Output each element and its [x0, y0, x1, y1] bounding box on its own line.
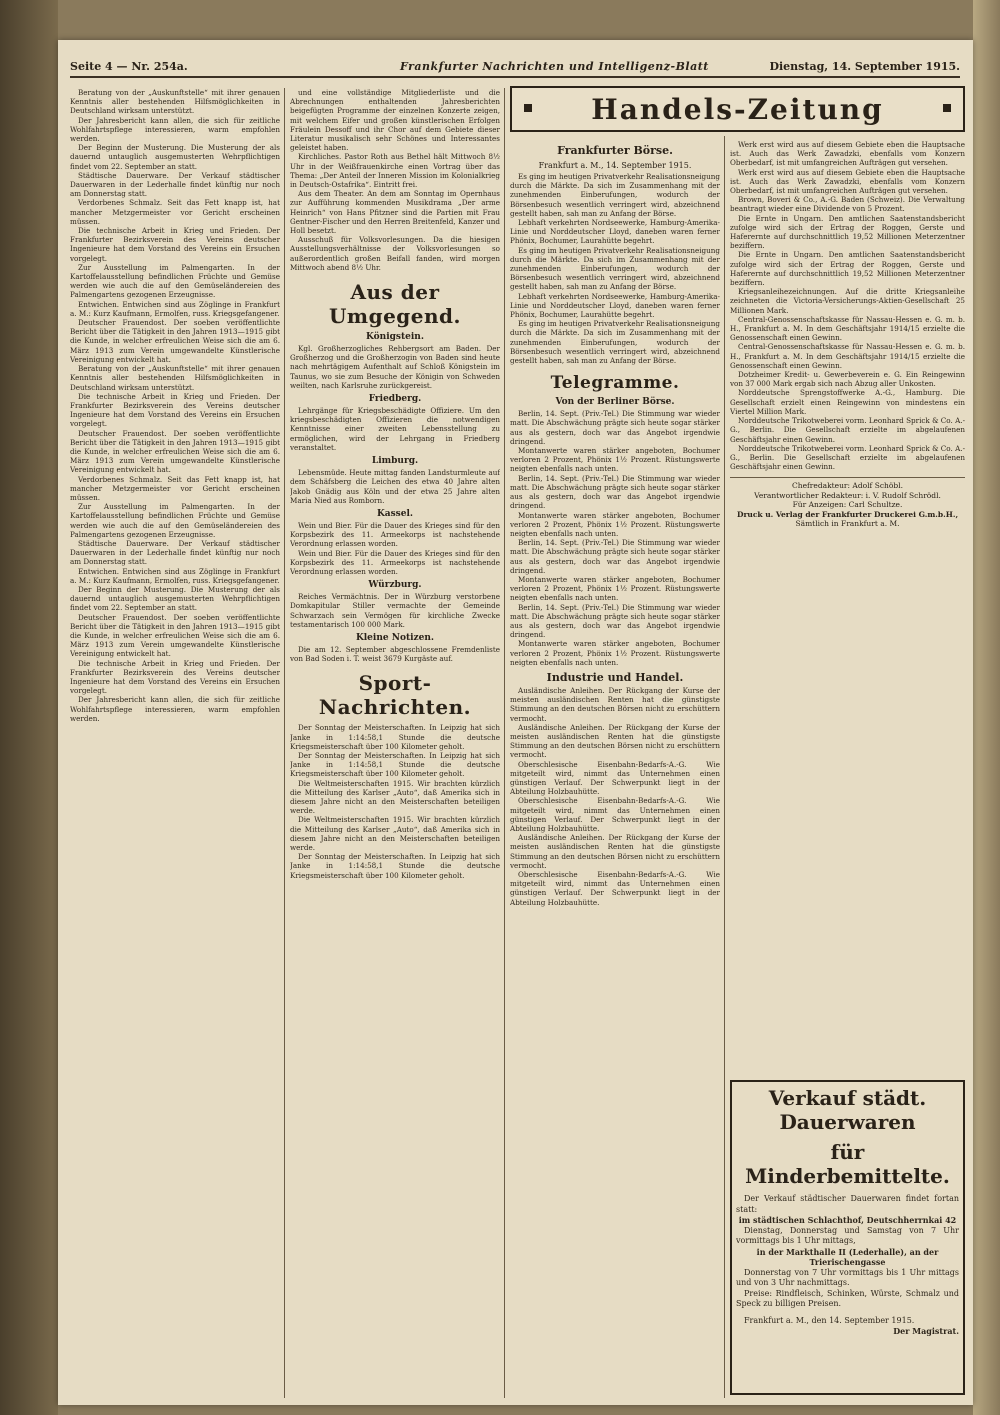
col4-paragraph: Norddeutsche Trikotweberei vorm. Leonhard Sprick & Co. A.-G., Berlin. Die Gesellschaft erzielte im abgelaufenen Geschäftsjahr einen Gewinn.	[730, 443, 965, 472]
col4-paragraph: Brown, Boveri & Co., A.-G. Baden (Schweiz). Die Verwaltung beantragt wieder eine Dividende von 5 Prozent.	[730, 195, 965, 214]
column-rule-2	[504, 88, 505, 1398]
col1-paragraph: Städtische Dauerware. Der Verkauf städtischer Dauerwaren in der Lederhalle findet künftig nur noch am Donnerstag statt.	[70, 170, 280, 199]
subheading-kleine-notizen: Kleine Notizen.	[355, 632, 435, 643]
subheading-kassel: Kassel.	[376, 508, 414, 519]
col1-paragraph: Der Beginn der Musterung. Die Musterung der als dauernd untauglich ausgemusterten Wehrpflichtigen findet vom 22. September an statt.	[70, 143, 280, 171]
ad-title-line2: für Minderbemittelte.	[745, 1140, 950, 1188]
col1-paragraph: Der Jahresbericht kann allen, die sich für zeitliche Wohlfahrtspflege interessieren, warm empfohlen werden.	[70, 695, 280, 723]
page-header	[70, 58, 960, 78]
imprint	[730, 477, 965, 529]
col3-paragraph: Montanwerte waren stärker angeboten, Bochumer verloren 2 Prozent, Phönix 1½ Prozent. Rüstungswerte neigten ebenfalls nach unten.	[510, 574, 720, 603]
col3-paragraph: Ausländische Anleihen. Der Rückgang der Kurse der meisten ausländischen Renten hat die günstigste Stimmung an den deutschen Börsen nicht zu erschüttern vermocht.	[510, 722, 720, 760]
col2-paragraph: und eine vollständige Mitgliederliste und die Abrechnungen enthaltenden Jahresberichten beigefügten Programme der einzelnen Konzerte zeigen, mit welchem Eifer und großen künstlerischen Erfolgen Fräulein Dessoff und ihr Chor auf dem Gebiete dieser Literatur musikalisch sehr Schönes und Interessantes geleistet haben.	[290, 88, 500, 153]
issue-date: Dienstag, 14. September 1915.	[769, 60, 960, 73]
col2-paragraph: Lehrgänge für Kriegsbeschädigte Offiziere. Um den kriegsbeschädigten Offizieren die notwendigen Kenntnisse einer zweiten Lebensstellung zu ermöglichen, wird der Lehrgang in Friedberg veranstaltet.	[290, 406, 500, 452]
col1-paragraph: Deutscher Frauendost. Der soeben veröffentlichte Bericht über die Tätigkeit in den Jahren 1913—1915 gibt die Kunde, in welcher erfreulichen Weise sich die am 6. März 1913 zum Verein umgewandelte Künstlerische Vereinigung entwickelt hat.	[70, 428, 280, 475]
col3-paragraph: Ausländische Anleihen. Der Rückgang der Kurse der meisten ausländischen Renten hat die günstigste Stimmung an den deutschen Börsen nicht zu erschüttern vermocht.	[510, 685, 720, 723]
subheading-friedberg: Friedberg.	[368, 394, 422, 405]
col4-paragraph: Die Ernte in Ungarn. Den amtlichen Saatenstandsbericht zufolge wird sich der Ertrag der Roggen, Gerste und Haferernte auf durchschnittlich 19,52 Millionen Meterzentner beziffern.	[730, 250, 965, 288]
col2-paragraph: Wein und Bier. Für die Dauer des Krieges sind für den Korpsbezirk des 11. Armeekorps ist nachstehende Verordnung erlassen worden.	[290, 520, 500, 549]
col4-paragraph: Werk erst wird aus auf diesem Gebiete eben die Hauptsache ist. Auch das Werk Zawadzki, ebenfalls vom Konzern Oberbedarf, ist mit umfangreichen Aufträgen gut versehen.	[730, 140, 965, 168]
col4-paragraph: Die Ernte in Ungarn. Den amtlichen Saatenstandsbericht zufolge wird sich der Ertrag der Roggen, Gerste und Haferernte auf durchschnittlich 19,52 Millionen Meterzentner beziffern.	[730, 213, 965, 251]
col3-paragraph: Berlin, 14. Sept. (Priv.-Tel.) Die Stimmung war wieder matt. Die Abschwächung prägte sich heute sogar stärker aus als gestern, doch war das Angebot irgendwie dringend.	[510, 538, 720, 575]
column-4	[730, 140, 965, 1075]
newspaper-page	[58, 40, 973, 1405]
section-heading-umgegend: Aus der Umgegend.	[328, 280, 461, 329]
ad-body-line: Frankfurt a. M., den 14. September 1915.	[744, 1315, 915, 1325]
col1-paragraph: Zur Ausstellung im Palmengarten. In der Kartoffelausstellung befindlichen Früchte und Gemüse werden wie auch die auf den Gemüseländereien des Palmengartens gezogenen Erzeugnisse.	[70, 262, 280, 300]
boerse-dateline: Frankfurt a. M., 14. September 1915.	[538, 161, 692, 170]
col4-paragraph: Werk erst wird aus auf diesem Gebiete eben die Hauptsache ist. Auch das Werk Zawadzki, ebenfalls vom Konzern Oberbedarf, ist mit umfangreichen Aufträgen gut versehen.	[730, 167, 965, 196]
imprint-line: Verantwortlicher Redakteur: i. V. Rudolf Schrödl.	[754, 490, 941, 500]
handelszeitung-banner	[510, 86, 965, 132]
col2-paragraph: Kirchliches. Pastor Roth aus Bethel hält Mittwoch 8½ Uhr in der Weißfrauenkirche einen Vortrag über das Thema: „Der Anteil der Inneren Mission im Kolonialkrieg in Deutsch-Ostafrika“. Eintritt frei.	[290, 152, 500, 190]
col2-paragraph: Der Sonntag der Meisterschaften. In Leipzig hat sich Janke in 1:14:58,1 Stunde die deutsche Kriegsmeisterschaft über 100 Kilometer geholt.	[290, 852, 500, 880]
ad-body-line: Donnerstag von 7 Uhr vormittags bis 1 Uhr mittags und von 3 Uhr nachmittags.	[736, 1267, 959, 1287]
section-heading-sport: Sport-Nachrichten.	[318, 671, 472, 720]
telegramme-subheading: Von der Berliner Börse.	[555, 397, 675, 408]
industrie-heading: Industrie und Handel.	[546, 670, 684, 684]
col3-paragraph: Berlin, 14. Sept. (Priv.-Tel.) Die Stimmung war wieder matt. Die Abschwächung prägte sich heute sogar stärker aus als gestern, doch war das Angebot irgendwie dringend.	[510, 409, 720, 446]
col3-paragraph: Ausländische Anleihen. Der Rückgang der Kurse der meisten ausländischen Renten hat die günstigste Stimmung an den deutschen Börsen nicht zu erschüttern vermocht.	[510, 833, 720, 870]
imprint-line: Für Anzeigen: Carl Schultze.	[792, 500, 903, 510]
col4-paragraph: Central-Genossenschaftskasse für Nassau-Hessen e. G. m. b. H., Frankfurt a. M. In dem Geschäftsjahr 1914/15 erzielte die Genossenschaft einen Gewinn.	[730, 314, 965, 343]
col2-paragraph: Die Weltmeisterschaften 1915. Wir brachten kürzlich die Mitteilung des Karlser „Auto“, daß Amerika sich in diesem Jahre nicht an den Meisterschaften beteiligen werde.	[290, 778, 500, 816]
handelszeitung-title: Handels-Zeitung	[591, 93, 884, 126]
ad-body-line: Der Verkauf städtischer Dauerwaren findet fortan statt:	[736, 1194, 959, 1214]
col3-paragraph: Lebhaft verkehrten Nordseewerke, Hamburg-Amerika-Linie und Norddeutscher Lloyd, daneben waren ferner Phönix, Bochumer, Laurahütte begehrt.	[510, 218, 720, 246]
col4-paragraph: Norddeutsche Sprengstoffwerke A.-G., Hamburg. Die Gesellschaft erzielt einen Reingewinn von mindestens ein Viertel Million Mark.	[730, 388, 965, 416]
col2-paragraph: Ausschuß für Volksvorlesungen. Da die hiesigen Ausstellungsverhältnisse der Volksvorlesungen so außerordentlich großen Beifall fanden, wird morgen Mittwoch abend 8½ Uhr.	[290, 235, 500, 272]
ad-signature: Der Magistrat.	[893, 1326, 959, 1336]
advertisement-dauerwaren	[730, 1080, 965, 1395]
boerse-heading: Frankfurter Börse.	[557, 144, 673, 157]
column-3	[510, 140, 720, 1398]
col2-paragraph: Die am 12. September abgeschlossene Fremdenliste von Bad Soden i. T. weist 3679 Kurgäste auf.	[290, 644, 500, 664]
col2-paragraph: Kgl. Großherzogliches Rehbergsort am Baden. Der Großherzog und die Großherzogin von Baden sind heute nach mehrtägigem Aufenthalt auf Schloß Königstein im Taunus, wo sie zum Besuche der Königin von Schweden weilten, nach Karlsruhe zurückgereist.	[290, 344, 500, 390]
column-rule-1	[284, 88, 285, 1398]
column-1	[70, 88, 280, 1398]
col2-paragraph: Der Sonntag der Meisterschaften. In Leipzig hat sich Janke in 1:14:58,1 Stunde die deutsche Kriegsmeisterschaft über 100 Kilometer geholt.	[290, 750, 500, 779]
col3-paragraph: Oberschlesische Eisenbahn-Bedarfs-A.-G. Wie mitgeteilt wird, nimmt das Unternehmen einen günstigen Verlauf. Der Schwerpunkt liegt in der Abteilung Holzbauhütte.	[510, 796, 720, 833]
col1-paragraph: Die technische Arbeit in Krieg und Frieden. Der Frankfurter Bezirksverein des Vereins deutscher Ingenieure hat dem Vorstand des Vereins ein Ersuchen vorgelegt.	[70, 391, 280, 429]
col4-paragraph: Norddeutsche Trikotweberei vorm. Leonhard Sprick & Co. A.-G., Berlin. Die Gesellschaft erzielte im abgelaufenen Geschäftsjahr einen Gewinn.	[730, 416, 965, 444]
col3-paragraph: Berlin, 14. Sept. (Priv.-Tel.) Die Stimmung war wieder matt. Die Abschwächung prägte sich heute sogar stärker aus als gestern, doch war das Angebot irgendwie dringend.	[510, 473, 720, 511]
col1-paragraph: Deutscher Frauendost. Der soeben veröffentlichte Bericht über die Tätigkeit in den Jahren 1913—1915 gibt die Kunde, in welcher erfreulichen Weise sich die am 6. März 1913 zum Verein umgewandelte Künstlerische Vereinigung entwickelt hat.	[70, 318, 280, 364]
imprint-line: Druck u. Verlag der Frankfurter Druckerei G.m.b.H.,	[736, 509, 959, 519]
col2-paragraph: Lebensmüde. Heute mittag fanden Landsturmleute auf dem Schäfsberg die Leichen des etwa 40 Jahre alten Jakob Gnädig aus Köln und der etwa 25 Jahre alten Maria Nied aus Romborn.	[290, 468, 500, 505]
col3-paragraph: Es ging im heutigen Privatverkehr Realisationsneigung durch die Märkte. Da sich im Zusammenhang mit der zunehmenden Einberufungen, wodurch der Börsenbesuch wesentlich verringert wird, abzeichnend gestellt haben, sah man zu Anfang der Börse.	[510, 319, 720, 366]
ad-body-line: in der Markthalle II (Lederhalle), an der Trierischengasse	[756, 1246, 939, 1267]
col3-paragraph: Es ging im heutigen Privatverkehr Realisationsneigung durch die Märkte. Da sich im Zusammenhang mit der zunehmenden Einberufungen, wodurch der Börsenbesuch wesentlich verringert wird, abzeichnend gestellt haben, sah man zu Anfang der Börse.	[510, 245, 720, 292]
col1-paragraph: Entwichen. Entwichen sind aus Zöglinge in Frankfurt a. M.: Kurz Kaufmann, Ermolfen, russ. Kriegsgefangener.	[70, 566, 280, 585]
col3-paragraph: Berlin, 14. Sept. (Priv.-Tel.) Die Stimmung war wieder matt. Die Abschwächung prägte sich heute sogar stärker aus als gestern, doch war das Angebot irgendwie dringend.	[510, 602, 720, 640]
col3-paragraph: Oberschlesische Eisenbahn-Bedarfs-A.-G. Wie mitgeteilt wird, nimmt das Unternehmen einen günstigen Verlauf. Der Schwerpunkt liegt in der Abteilung Holzbauhütte.	[510, 870, 720, 907]
col4-paragraph: Kriegsanleihezeichnungen. Auf die dritte Kriegsanleihe zeichneten die Victoria-Versicherungs-Aktien-Gesellschaft 25 Millionen Mark.	[730, 287, 965, 315]
imprint-line: Chefredakteur: Adolf Schöbl.	[792, 481, 903, 491]
subheading-koenigstein: Königstein.	[366, 332, 424, 343]
col1-paragraph: Zur Ausstellung im Palmengarten. In der Kartoffelausstellung befindlichen Früchte und Gemüse werden wie auch die auf den Gemüseländereien des Palmengartens gezogenen Erzeugnisse.	[70, 502, 280, 539]
col2-paragraph: Aus dem Theater. An dem am Sonntag im Opernhaus zur Aufführung kommenden Musikdrama „Der arme Heinrich“ von Hans Pfitzner sind die Partien mit Frau Gentner-Fischer und den Herren Breitenfeld, Kanzer und Holl besetzt.	[290, 189, 500, 236]
col3-paragraph: Es ging im heutigen Privatverkehr Realisationsneigung durch die Märkte. Da sich im Zusammenhang mit der zunehmenden Einberufungen, wodurch der Börsenbesuch wesentlich verringert wird, abzeichnend gestellt haben, sah man zu Anfang der Börse.	[510, 172, 720, 218]
ad-body-line: Preise: Rindfleisch, Schinken, Würste, Schmalz und Speck zu billigen Preisen.	[736, 1288, 959, 1308]
col1-paragraph: Der Jahresbericht kann allen, die sich für zeitliche Wohlfahrtspflege interessieren, warm empfohlen werden.	[70, 115, 280, 144]
col1-paragraph: Die technische Arbeit in Krieg und Frieden. Der Frankfurter Bezirksverein des Vereins deutscher Ingenieure hat dem Vorstand des Vereins ein Ersuchen vorgelegt.	[70, 658, 280, 696]
col3-paragraph: Montanwerte waren stärker angeboten, Bochumer verloren 2 Prozent, Phönix 1½ Prozent. Rüstungswerte neigten ebenfalls nach unten.	[510, 510, 720, 538]
col1-paragraph: Entwichen. Entwichen sind aus Zöglinge in Frankfurt a. M.: Kurz Kaufmann, Ermolfen, russ. Kriegsgefangener.	[70, 299, 280, 318]
col1-paragraph: Verdorbenes Schmalz. Seit das Fett knapp ist, hat mancher Metzgermeister vor Gericht erscheinen müssen.	[70, 474, 280, 502]
col1-paragraph: Die technische Arbeit in Krieg und Frieden. Der Frankfurter Bezirksverein des Vereins deutscher Ingenieure hat dem Vorstand des Vereins ein Ersuchen vorgelegt.	[70, 226, 280, 263]
column-2	[290, 88, 500, 1398]
subheading-wuerzburg: Würzburg.	[368, 580, 422, 591]
col3-paragraph: Montanwerte waren stärker angeboten, Bochumer verloren 2 Prozent, Phönix 1½ Prozent. Rüstungswerte neigten ebenfalls nach unten.	[510, 446, 720, 474]
col4-paragraph: Dotzheimer Kredit- u. Gewerbeverein e. G. Ein Reingewinn von 37 000 Mark ergab sich nach Abzug aller Unkosten.	[730, 370, 965, 389]
masthead-title: Frankfurter Nachrichten und Intelligenz-Blatt	[400, 60, 709, 73]
col2-paragraph: Wein und Bier. Für die Dauer des Krieges sind für den Korpsbezirk des 11. Armeekorps ist nachstehende Verordnung erlassen worden.	[290, 548, 500, 576]
col1-paragraph: Städtische Dauerware. Der Verkauf städtischer Dauerwaren in der Lederhalle findet künftig nur noch am Donnerstag statt.	[70, 538, 280, 567]
binding-edge	[0, 0, 58, 1415]
page-number: Seite 4 — Nr. 254a.	[70, 60, 188, 73]
right-page-edge	[973, 0, 1000, 1415]
ad-title-line1: Verkauf städt. Dauerwaren	[768, 1086, 927, 1134]
col1-paragraph: Beratung von der „Auskunftstelle“ mit ihrer genauen Kenntnis aller bestehenden Hilfsmöglichkeiten in Deutschland wirksam unterstützt.	[70, 364, 280, 392]
col1-paragraph: Beratung von der „Auskunftstelle“ mit ihrer genauen Kenntnis aller bestehenden Hilfsmöglichkeiten in Deutschland wirksam unterstützt.	[70, 88, 280, 116]
col2-paragraph: Reiches Vermächtnis. Der in Würzburg verstorbene Domkapitular Stiller vermachte der Gemeinde Schwarzach sein Vermögen für kirchliche Zwecke testamentarisch 100 000 Mark.	[290, 592, 500, 629]
col2-paragraph: Der Sonntag der Meisterschaften. In Leipzig hat sich Janke in 1:14:58,1 Stunde die deutsche Kriegsmeisterschaft über 100 Kilometer geholt.	[290, 723, 500, 751]
ad-body-line: im städtischen Schlachthof, Deutschherrnkai 42	[738, 1215, 957, 1225]
col2-paragraph: Die Weltmeisterschaften 1915. Wir brachten kürzlich die Mitteilung des Karlser „Auto“, daß Amerika sich in diesem Jahre nicht an den Meisterschaften beteiligen werde.	[290, 815, 500, 852]
col4-paragraph: Central-Genossenschaftskasse für Nassau-Hessen e. G. m. b. H., Frankfurt a. M. In dem Geschäftsjahr 1914/15 erzielte die Genossenschaft einen Gewinn.	[730, 342, 965, 370]
col1-paragraph: Verdorbenes Schmalz. Seit das Fett knapp ist, hat mancher Metzgermeister vor Gericht erscheinen müssen.	[70, 198, 280, 226]
imprint-line: Sämtlich in Frankfurt a. M.	[795, 519, 900, 529]
banner-square-icon	[943, 104, 951, 112]
col3-paragraph: Montanwerte waren stärker angeboten, Bochumer verloren 2 Prozent, Phönix 1½ Prozent. Rüstungswerte neigten ebenfalls nach unten.	[510, 639, 720, 667]
subheading-limburg: Limburg.	[371, 456, 419, 467]
column-rule-3	[724, 136, 725, 1398]
col3-paragraph: Oberschlesische Eisenbahn-Bedarfs-A.-G. Wie mitgeteilt wird, nimmt das Unternehmen einen günstigen Verlauf. Der Schwerpunkt liegt in der Abteilung Holzbauhütte.	[510, 759, 720, 797]
ad-body-line: Dienstag, Donnerstag und Samstag von 7 Uhr vormittags bis 1 Uhr mittags,	[736, 1225, 959, 1245]
col1-paragraph: Deutscher Frauendost. Der soeben veröffentlichte Bericht über die Tätigkeit in den Jahren 1913—1915 gibt die Kunde, in welcher erfreulichen Weise sich die am 6. März 1913 zum Verein umgewandelte Künstlerische Vereinigung entwickelt hat.	[70, 612, 280, 659]
col1-paragraph: Der Beginn der Musterung. Die Musterung der als dauernd untauglich ausgemusterten Wehrpflichtigen findet vom 22. September an statt.	[70, 584, 280, 613]
col3-paragraph: Lebhaft verkehrten Nordseewerke, Hamburg-Amerika-Linie und Norddeutscher Lloyd, daneben waren ferner Phönix, Bochumer, Laurahütte begehrt.	[510, 291, 720, 320]
telegramme-heading: Telegramme.	[550, 373, 680, 394]
